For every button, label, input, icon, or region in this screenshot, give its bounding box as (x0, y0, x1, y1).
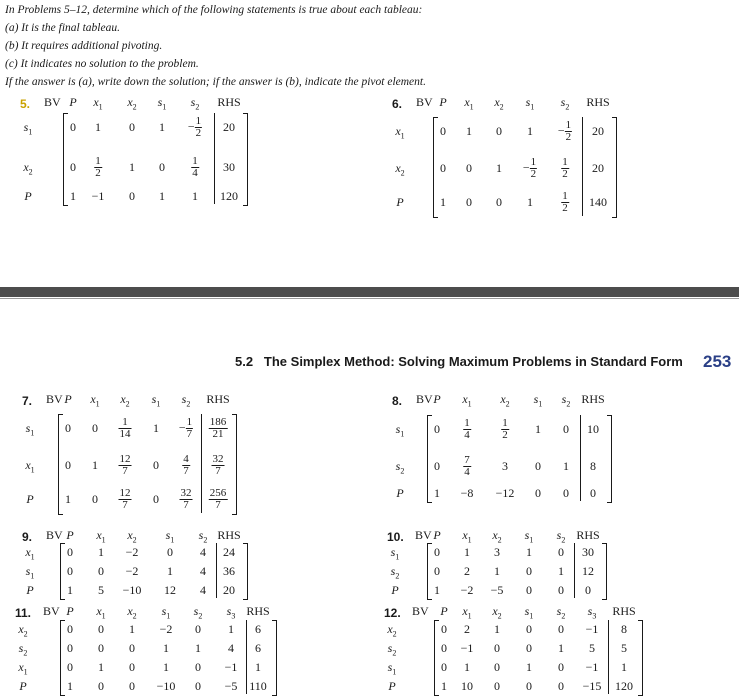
basic-variable: $s_1$ (25, 421, 35, 438)
problem-number: 8. (392, 394, 403, 408)
tableau-cell: 0 (129, 679, 135, 693)
tableau-cell: 0 (434, 459, 440, 473)
tableau-cell: −5 (490, 583, 504, 597)
tableau-header: P (64, 392, 72, 406)
tableau-cell: 0 (129, 660, 135, 674)
basic-variable: $s_1$ (390, 545, 400, 562)
tableau-header: $x_1$ (96, 604, 106, 621)
tableau-cell: $\frac{7}{4}$ (464, 454, 470, 478)
rhs-divider (214, 113, 215, 204)
tableau-cell: 0 (441, 622, 447, 636)
tableau-cell: −1 (224, 660, 238, 674)
tableau-header: $x_1$ (462, 392, 472, 409)
tableau-cell: 0 (67, 641, 73, 655)
problem-number: 5. (20, 97, 31, 111)
matrix-right-bracket (638, 620, 643, 696)
tableau-header: P (439, 95, 447, 109)
tableau-cell: 1 (98, 660, 104, 674)
tableau-cell: 0 (526, 622, 532, 636)
tableau-header: $x_1$ (93, 95, 103, 112)
matrix-right-bracket (272, 620, 277, 696)
tableau-cell: 1 (496, 161, 502, 175)
tableau-cell: 1 (92, 458, 98, 472)
tableau-cell: 1 (95, 120, 101, 134)
tableau-cell: 1 (192, 189, 198, 203)
tableau-cell: 3 (494, 545, 500, 559)
problem-number: 6. (392, 97, 403, 111)
tableau-cell: 110 (249, 679, 267, 693)
tableau-cell: −2 (460, 583, 474, 597)
tableau-cell: 4 (200, 583, 206, 597)
tableau-cell: 0 (558, 679, 564, 693)
tableau-header: $s_1$ (165, 528, 175, 545)
tableau-cell: 0 (441, 641, 447, 655)
tableau-cell: 0 (92, 421, 98, 435)
tableau-header: $s_1$ (157, 95, 167, 112)
tableau-cell: $\frac{1}{2}$ (502, 417, 508, 441)
matrix-left-bracket (433, 117, 438, 218)
tableau-header: $s_3$ (587, 604, 597, 621)
tableau-cell: $\frac{1}{14}$ (119, 416, 131, 440)
basic-variable: P (24, 189, 32, 203)
tableau-cell: −1 (460, 641, 474, 655)
tableau-cell: 0 (153, 458, 159, 472)
tableau-cell: 20 (223, 583, 235, 597)
tableau-header: $s_1$ (161, 604, 171, 621)
matrix-right-bracket (243, 543, 248, 600)
basic-variable: $s_1$ (395, 422, 405, 439)
running-head (235, 354, 683, 369)
tableau-header: $x_2$ (127, 604, 137, 621)
tableau-header: P (440, 604, 448, 618)
basic-variable: $s_2$ (387, 641, 397, 658)
tableau-cell: 0 (535, 459, 541, 473)
tableau-cell: 0 (535, 486, 541, 500)
matrix-left-bracket (434, 620, 439, 696)
tableau-cell: 1 (65, 492, 71, 506)
tableau-cell: 1 (558, 641, 564, 655)
problem-number: 11. (15, 606, 32, 620)
tableau-cell: 1 (153, 421, 159, 435)
tableau-cell: 0 (496, 195, 502, 209)
tableau-cell: −1 (91, 189, 105, 203)
tableau-cell: −8 (460, 486, 474, 500)
tableau-cell: 0 (434, 545, 440, 559)
tableau-cell: $\frac{32}{7}$ (180, 487, 192, 511)
tableau-cell: 0 (441, 660, 447, 674)
tableau-cell: − $\frac{1}{7}$ (178, 416, 193, 440)
option-b: (b) It requires additional pivoting. (5, 40, 163, 52)
option-a: (a) It is the final tableau. (5, 22, 120, 34)
tableau-cell: − $\frac{1}{2}$ (557, 119, 572, 143)
basic-variable: P (396, 195, 404, 209)
basic-variable: $x_1$ (25, 458, 35, 475)
tableau-cell: 0 (526, 679, 532, 693)
matrix-left-bracket (63, 113, 68, 206)
tableau-cell: 0 (65, 421, 71, 435)
rhs-divider (201, 414, 202, 513)
tableau-header: $x_1$ (96, 528, 106, 545)
tableau-cell: $\frac{1}{2}$ (95, 155, 101, 179)
tableau-cell: 1 (434, 486, 440, 500)
tableau-cell: 0 (526, 641, 532, 655)
matrix-right-bracket (602, 543, 607, 600)
matrix-right-bracket (243, 113, 248, 206)
tableau-cell: 0 (92, 492, 98, 506)
tableau-header: BV (416, 392, 433, 406)
matrix-left-bracket (60, 620, 65, 696)
page-break-bar (0, 287, 739, 297)
tableau-cell: 0 (159, 160, 165, 174)
basic-variable: $x_2$ (395, 161, 405, 178)
tableau-cell: −2 (125, 545, 139, 559)
basic-variable: $x_1$ (25, 545, 35, 562)
tableau-header: $s_1$ (151, 392, 161, 409)
tableau-header: RHS (206, 392, 230, 406)
tableau-cell: 1 (558, 564, 564, 578)
tableau-cell: 0 (440, 124, 446, 138)
tableau-cell: 0 (526, 583, 532, 597)
matrix-left-bracket (60, 543, 65, 600)
tableau-header: $s_1$ (525, 95, 535, 112)
tableau-cell: $\frac{32}{7}$ (212, 453, 224, 477)
rhs-divider (582, 117, 583, 216)
tableau-cell: 1 (129, 622, 135, 636)
rhs-divider (216, 543, 217, 598)
tableau-cell: 0 (466, 195, 472, 209)
tableau-cell: 6 (255, 622, 261, 636)
tableau-header: $s_2$ (561, 392, 571, 409)
tableau-cell: $\frac{1}{2}$ (562, 190, 568, 214)
tableau-cell: $\frac{4}{7}$ (183, 453, 189, 477)
basic-variable: P (19, 679, 27, 693)
instructions-intro: In Problems 5–12, determine which of the following statements is true about each tableau: (5, 4, 423, 16)
matrix-right-bracket (607, 415, 612, 503)
rhs-divider (574, 543, 575, 598)
tableau-cell: 0 (129, 120, 135, 134)
tableau-cell: 0 (494, 641, 500, 655)
tableau-cell: 36 (223, 564, 235, 578)
tableau-cell: $\frac{256}{7}$ (209, 487, 227, 511)
tableau-cell: 0 (558, 622, 564, 636)
matrix-left-bracket (427, 543, 432, 600)
tableau-cell: 0 (558, 583, 564, 597)
tableau-header: P (69, 95, 77, 109)
tableau-cell: −10 (122, 583, 142, 597)
tableau-header: $s_2$ (181, 392, 191, 409)
page-break-shadow (0, 298, 739, 299)
tableau-header: $s_2$ (556, 528, 566, 545)
tableau-cell: 1 (494, 622, 500, 636)
tableau-cell: −5 (224, 679, 238, 693)
tableau-cell: − $\frac{1}{2}$ (187, 115, 202, 139)
tableau-cell: 0 (496, 124, 502, 138)
tableau-cell: 1 (129, 160, 135, 174)
tableau-cell: 1 (159, 189, 165, 203)
tableau-cell: 1 (526, 545, 532, 559)
basic-variable: $x_1$ (18, 660, 28, 677)
instructions-note: If the answer is (a), write down the solution; if the answer is (b), indicate the pivot element. (5, 76, 426, 88)
matrix-left-bracket (427, 415, 432, 503)
basic-variable: $s_2$ (18, 641, 28, 658)
tableau-header: BV (46, 392, 63, 406)
basic-variable: $s_1$ (23, 120, 33, 137)
page-number: 253 (703, 352, 732, 371)
tableau-cell: 12 (164, 583, 176, 597)
tableau-cell: 1 (195, 641, 201, 655)
tableau-cell: 20 (592, 161, 604, 175)
tableau-header: P (433, 392, 441, 406)
tableau-cell: 0 (129, 641, 135, 655)
tableau-cell: 8 (621, 622, 627, 636)
tableau-header: $x_2$ (127, 528, 137, 545)
tableau-cell: $\frac{12}{7}$ (119, 453, 131, 477)
rhs-divider (608, 620, 609, 694)
tableau-cell: 0 (67, 564, 73, 578)
tableau-header: RHS (612, 604, 636, 618)
tableau-cell: 0 (590, 486, 596, 500)
tableau-cell: −10 (156, 679, 176, 693)
tableau-cell: −12 (495, 486, 515, 500)
matrix-right-bracket (232, 414, 237, 515)
tableau-cell: 0 (494, 679, 500, 693)
tableau-cell: 2 (464, 564, 470, 578)
tableau-cell: −1 (585, 660, 599, 674)
matrix-left-bracket (58, 414, 63, 515)
tableau-cell: 1 (228, 622, 234, 636)
tableau-cell: 0 (67, 545, 73, 559)
tableau-cell: − $\frac{1}{2}$ (522, 156, 537, 180)
tableau-cell: 0 (494, 660, 500, 674)
tableau-header: $x_1$ (90, 392, 100, 409)
tableau-header: $s_1$ (524, 604, 534, 621)
tableau-cell: 10 (461, 679, 473, 693)
matrix-right-bracket (612, 117, 617, 218)
tableau-cell: $\frac{186}{21}$ (209, 416, 227, 440)
tableau-cell: 4 (228, 641, 234, 655)
tableau-cell: 5 (621, 641, 627, 655)
tableau-cell: 1 (434, 583, 440, 597)
tableau-cell: 1 (98, 545, 104, 559)
basic-variable: $x_2$ (387, 622, 397, 639)
tableau-header: RHS (576, 528, 600, 542)
tableau-cell: $\frac{12}{7}$ (119, 487, 131, 511)
basic-variable: P (26, 492, 34, 506)
tableau-cell: 0 (558, 660, 564, 674)
tableau-cell: $\frac{1}{4}$ (464, 417, 470, 441)
tableau-cell: $\frac{1}{4}$ (192, 155, 198, 179)
basic-variable: $x_2$ (18, 622, 28, 639)
tableau-cell: 1 (563, 459, 569, 473)
tableau-header: BV (43, 604, 60, 618)
tableau-header: RHS (217, 95, 241, 109)
tableau-header: BV (46, 528, 63, 542)
tableau-cell: 0 (558, 545, 564, 559)
tableau-cell: 1 (464, 660, 470, 674)
tableau-header: $x_2$ (492, 604, 502, 621)
tableau-header: P (66, 604, 74, 618)
tableau-cell: 5 (589, 641, 595, 655)
basic-variable: $x_1$ (395, 124, 405, 141)
tableau-header: $s_2$ (556, 604, 566, 621)
tableau-cell: 0 (563, 422, 569, 436)
tableau-header: RHS (217, 528, 241, 542)
tableau-cell: 1 (67, 679, 73, 693)
tableau-cell: $\frac{1}{2}$ (562, 156, 568, 180)
tableau-header: $s_1$ (524, 528, 534, 545)
tableau-cell: 30 (223, 160, 235, 174)
tableau-header: RHS (246, 604, 270, 618)
basic-variable: P (388, 679, 396, 693)
tableau-cell: 0 (167, 545, 173, 559)
tableau-header: P (66, 528, 74, 542)
option-c: (c) It indicates no solution to the problem. (5, 58, 199, 70)
tableau-cell: 1 (527, 195, 533, 209)
tableau-cell: 1 (466, 124, 472, 138)
tableau-cell: 20 (223, 120, 235, 134)
tableau-header: $x_2$ (120, 392, 130, 409)
problem-number: 7. (22, 394, 33, 408)
tableau-cell: 0 (70, 160, 76, 174)
tableau-cell: 1 (494, 564, 500, 578)
tableau-header: $x_2$ (494, 95, 504, 112)
tableau-header: $x_1$ (462, 604, 472, 621)
tableau-cell: 5 (98, 583, 104, 597)
tableau-cell: 8 (590, 459, 596, 473)
tableau-header: $x_2$ (500, 392, 510, 409)
tableau-cell: 0 (526, 564, 532, 578)
problem-number: 10. (387, 530, 404, 544)
tableau-header: $x_2$ (492, 528, 502, 545)
tableau-cell: 0 (70, 120, 76, 134)
tableau-cell: 0 (98, 622, 104, 636)
tableau-header: BV (416, 95, 433, 109)
tableau-cell: −2 (125, 564, 139, 578)
section-number: 5.2 (235, 354, 254, 369)
tableau-cell: 1 (441, 679, 447, 693)
tableau-cell: 4 (200, 564, 206, 578)
tableau-cell: 0 (98, 641, 104, 655)
tableau-cell: 10 (587, 422, 599, 436)
tableau-cell: 120 (220, 189, 238, 203)
rhs-divider (580, 415, 581, 501)
tableau-cell: 0 (98, 679, 104, 693)
problem-number: 9. (22, 530, 33, 544)
tableau-header: BV (415, 528, 432, 542)
tableau-cell: 0 (434, 564, 440, 578)
tableau-cell: 0 (466, 161, 472, 175)
tableau-cell: 0 (65, 458, 71, 472)
tableau-cell: 0 (563, 486, 569, 500)
tableau-cell: −15 (582, 679, 602, 693)
tableau-cell: 6 (255, 641, 261, 655)
tableau-cell: 24 (223, 545, 235, 559)
tableau-cell: 1 (67, 583, 73, 597)
tableau-header: RHS (581, 392, 605, 406)
tableau-cell: 1 (535, 422, 541, 436)
basic-variable: $s_2$ (390, 564, 400, 581)
tableau-cell: 2 (464, 622, 470, 636)
tableau-cell: 20 (592, 124, 604, 138)
basic-variable: $s_1$ (387, 660, 397, 677)
tableau-cell: 1 (527, 124, 533, 138)
tableau-cell: 30 (582, 545, 594, 559)
tableau-cell: 1 (526, 660, 532, 674)
tableau-cell: 0 (67, 622, 73, 636)
tableau-cell: 1 (70, 189, 76, 203)
tableau-cell: 1 (621, 660, 627, 674)
tableau-header: $x_1$ (462, 528, 472, 545)
section-title: The Simplex Method: Solving Maximum Problems in Standard Form (263, 354, 683, 369)
rhs-divider (246, 620, 247, 694)
basic-variable: $s_1$ (25, 564, 35, 581)
tableau-cell: 4 (200, 545, 206, 559)
tableau-header: $s_2$ (190, 95, 200, 112)
tableau-header: $s_1$ (533, 392, 543, 409)
tableau-cell: 0 (129, 189, 135, 203)
tableau-cell: −1 (585, 622, 599, 636)
tableau-cell: −2 (159, 622, 173, 636)
tableau-cell: 140 (589, 195, 607, 209)
tableau-cell: 1 (167, 564, 173, 578)
tableau-header: BV (44, 95, 61, 109)
tableau-cell: 3 (502, 459, 508, 473)
tableau-cell: 0 (585, 583, 591, 597)
tableau-header: $s_2$ (193, 604, 203, 621)
basic-variable: $x_2$ (23, 160, 33, 177)
tableau-header: $s_2$ (560, 95, 570, 112)
basic-variable: $s_2$ (395, 459, 405, 476)
tableau-cell: 120 (615, 679, 633, 693)
tableau-cell: 0 (98, 564, 104, 578)
tableau-cell: 0 (195, 679, 201, 693)
tableau-header: $s_2$ (198, 528, 208, 545)
tableau-cell: 1 (440, 195, 446, 209)
tableau-cell: 1 (255, 660, 261, 674)
tableau-header: $s_3$ (226, 604, 236, 621)
tableau-cell: 0 (153, 492, 159, 506)
basic-variable: P (391, 583, 399, 597)
tableau-header: $x_2$ (127, 95, 137, 112)
tableau-cell: 1 (464, 545, 470, 559)
tableau-header: P (433, 528, 441, 542)
tableau-header: BV (412, 604, 429, 618)
basic-variable: P (396, 486, 404, 500)
tableau-cell: 12 (582, 564, 594, 578)
tableau-header: RHS (586, 95, 610, 109)
tableau-cell: 0 (440, 161, 446, 175)
basic-variable: P (26, 583, 34, 597)
tableau-cell: 1 (163, 641, 169, 655)
tableau-cell: 1 (163, 660, 169, 674)
tableau-cell: 0 (195, 660, 201, 674)
problem-number: 12. (384, 606, 401, 620)
tableau-cell: 0 (434, 422, 440, 436)
tableau-cell: 0 (67, 660, 73, 674)
tableau-cell: 1 (159, 120, 165, 134)
tableau-cell: 0 (195, 622, 201, 636)
tableau-header: $x_1$ (464, 95, 474, 112)
